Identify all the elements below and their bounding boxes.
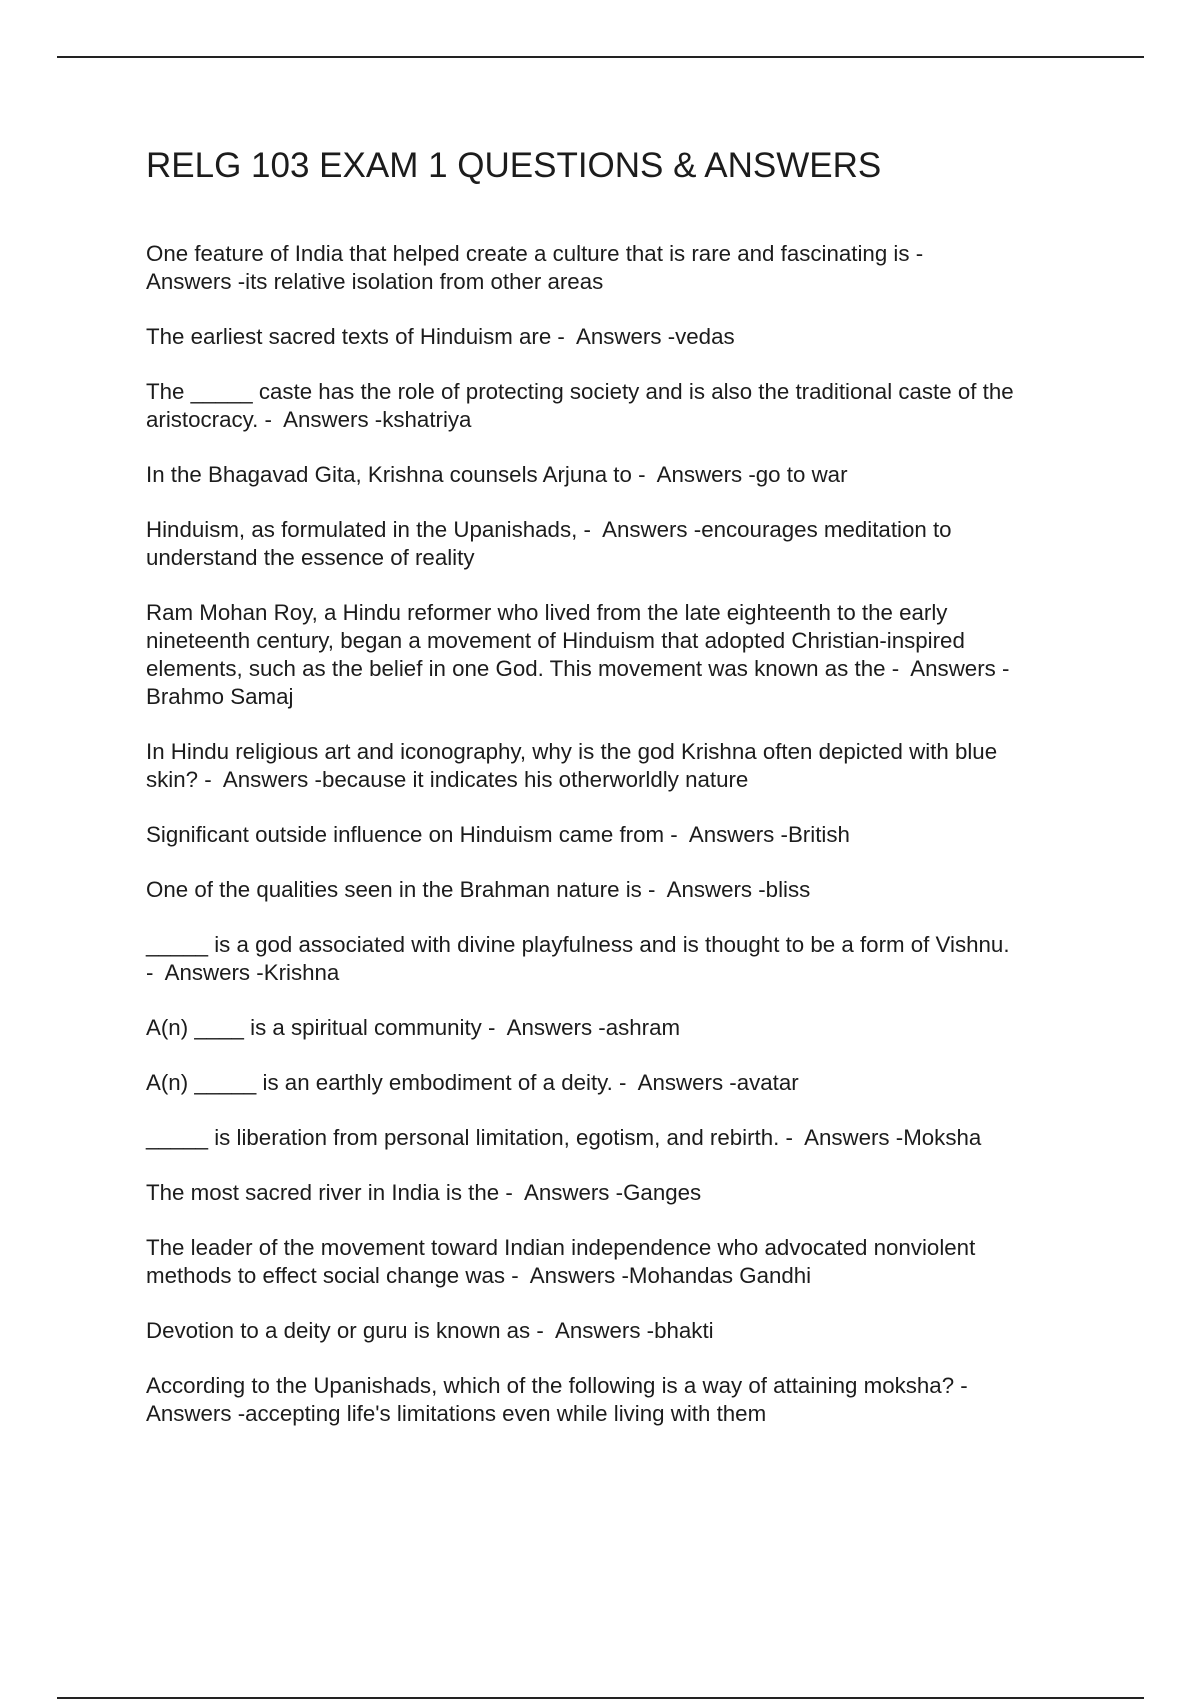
qa-item: _____ is liberation from personal limitation, egotism, and rebirth. - Answers -Moksha [146, 1125, 982, 1150]
document-page [146, 142, 1096, 1426]
bottom-rule [57, 1697, 1144, 1699]
qa-list [146, 240, 1096, 1455]
qa-item: Ram Mohan Roy, a Hindu reformer who lived from the late eighteenth to the early nineteenth century, began a movement of Hinduism that adopted Christian-inspired elements, such as the belief in one God. This movement was known as the - Answers - Brahmo Samaj [146, 600, 1010, 709]
qa-item: According to the Upanishads, which of the following is a way of attaining moksha? - Answers -accepting life's limitations even while living with them [146, 1373, 968, 1426]
top-rule [57, 56, 1144, 58]
qa-item: One feature of India that helped create a culture that is rare and fascinating is - Answers -its relative isolation from other areas [146, 241, 924, 294]
qa-item: _____ is a god associated with divine playfulness and is thought to be a form of Vishnu. - Answers -Krishna [146, 932, 1010, 985]
qa-item: One of the qualities seen in the Brahman nature is - Answers -bliss [146, 877, 811, 902]
qa-item: The leader of the movement toward Indian independence who advocated nonviolent methods to effect social change was - Answers -Mohandas Gandhi [146, 1235, 976, 1288]
qa-item: A(n) ____ is a spiritual community - Answers -ashram [146, 1015, 681, 1040]
document-title: RELG 103 EXAM 1 QUESTIONS & ANSWERS [146, 146, 882, 185]
qa-item: In the Bhagavad Gita, Krishna counsels Arjuna to - Answers -go to war [146, 462, 848, 487]
qa-item: A(n) _____ is an earthly embodiment of a deity. - Answers -avatar [146, 1070, 799, 1095]
qa-item: The most sacred river in India is the - Answers -Ganges [146, 1180, 702, 1205]
qa-item: Devotion to a deity or guru is known as - Answers -bhakti [146, 1318, 714, 1343]
qa-item: Hinduism, as formulated in the Upanishads, - Answers -encourages meditation to understand the essence of reality [146, 517, 952, 570]
qa-item: In Hindu religious art and iconography, why is the god Krishna often depicted with blue skin? - Answers -because it indicates his otherworldly nature [146, 739, 998, 792]
qa-item: The earliest sacred texts of Hinduism are - Answers -vedas [146, 324, 735, 349]
qa-item: Significant outside influence on Hinduism came from - Answers -British [146, 822, 850, 847]
qa-item: The _____ caste has the role of protecting society and is also the traditional caste of the aristocracy. - Answers -kshatriya [146, 379, 1014, 432]
